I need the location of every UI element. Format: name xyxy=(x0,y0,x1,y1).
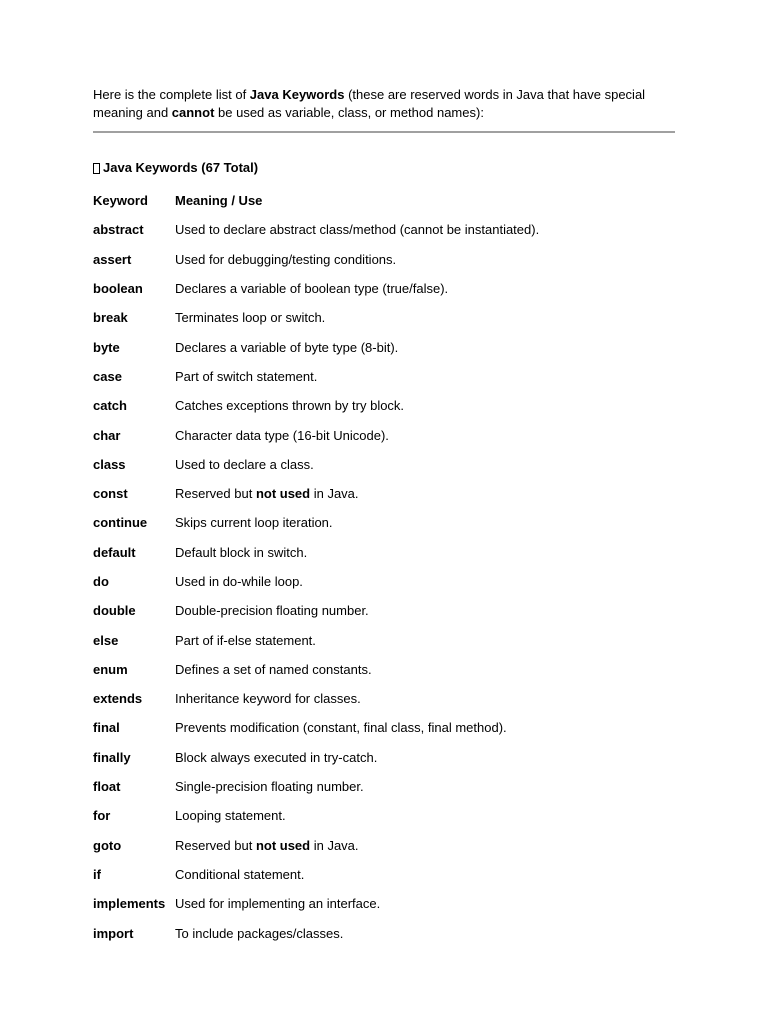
meaning-cell: Double-precision floating number. xyxy=(175,603,369,619)
table-row xyxy=(93,801,539,830)
keyword-cell: else xyxy=(93,632,119,648)
table-row xyxy=(93,860,539,889)
keyword-cell: double xyxy=(93,603,136,619)
section-title: Java Keywords (67 Total) xyxy=(103,160,259,175)
table-row xyxy=(93,772,539,801)
table-row xyxy=(93,362,539,391)
table-row xyxy=(93,215,539,244)
keyword-cell: boolean xyxy=(93,281,143,297)
meaning-cell: Part of if-else statement. xyxy=(175,632,316,648)
meaning-cell: Used in do-while loop. xyxy=(175,574,303,589)
keyword-cell: float xyxy=(93,779,121,795)
meaning-cell: Declares a variable of byte type (8-bit). xyxy=(175,339,399,355)
meaning-cell: Looping statement. xyxy=(175,808,286,824)
meaning-cell: Skips current loop iteration. xyxy=(175,515,333,531)
table-row xyxy=(93,332,539,361)
meaning-text-post: in Java. xyxy=(310,486,359,502)
table-row xyxy=(93,567,539,596)
keyword-cell: assert xyxy=(93,251,132,267)
meaning-cell: Part of switch statement. xyxy=(175,368,318,384)
table-row xyxy=(93,274,539,303)
header-meaning: Meaning / Use xyxy=(175,193,263,209)
table-row xyxy=(93,918,539,947)
keyword-cell: break xyxy=(93,310,128,326)
keyword-cell: class xyxy=(93,456,126,472)
keyword-cell: goto xyxy=(93,837,122,853)
keyword-cell: import xyxy=(93,925,134,941)
table-header-row xyxy=(93,186,539,215)
keyword-cell: if xyxy=(93,866,101,882)
intro-text-3: be used as variable, class, or method names): xyxy=(214,105,484,120)
horizontal-divider xyxy=(93,131,675,133)
keyword-cell: enum xyxy=(93,661,128,677)
table-row xyxy=(93,596,539,625)
meaning-cell: Default block in switch. xyxy=(175,544,308,560)
meaning-cell: Single-precision floating number. xyxy=(175,779,364,795)
keyword-cell: catch xyxy=(93,398,127,414)
table-row xyxy=(93,479,539,508)
table-row xyxy=(93,889,539,918)
keyword-cell: implements xyxy=(93,896,166,912)
meaning-cell: Used to declare abstract class/method (cannot be instantiated). xyxy=(175,222,540,238)
table-body xyxy=(93,215,539,947)
table-row xyxy=(93,831,539,860)
meaning-cell: Character data type (16-bit Unicode). xyxy=(175,427,389,443)
meaning-cell xyxy=(175,479,539,508)
intro-text-2: (these are reserved words in Java that have special meaning and xyxy=(93,87,646,120)
keyword-cell: do xyxy=(93,574,109,589)
box-icon xyxy=(93,163,100,174)
keyword-cell: final xyxy=(93,720,120,736)
keyword-cell: for xyxy=(93,808,111,824)
meaning-text-bold: not used xyxy=(255,486,311,502)
table-row xyxy=(93,655,539,684)
table-row xyxy=(93,303,539,332)
intro-paragraph xyxy=(93,86,675,122)
meaning-text-pre: Reserved but xyxy=(175,837,256,853)
meaning-cell: To include packages/classes. xyxy=(175,925,344,941)
keyword-cell: extends xyxy=(93,691,143,707)
meaning-cell: Used for debugging/testing conditions. xyxy=(175,251,397,267)
keyword-cell: finally xyxy=(93,749,131,765)
keywords-table xyxy=(93,186,539,948)
meaning-cell: Terminates loop or switch. xyxy=(175,310,326,326)
keyword-cell: continue xyxy=(93,515,148,531)
table-row xyxy=(93,245,539,274)
meaning-text-bold: not used xyxy=(255,837,311,853)
table-row xyxy=(93,391,539,420)
keyword-cell: case xyxy=(93,368,122,384)
section-heading xyxy=(93,158,675,178)
table-row xyxy=(93,713,539,742)
meaning-cell: Prevents modification (constant, final class, final method). xyxy=(175,720,507,736)
table-row xyxy=(93,450,539,479)
meaning-cell: Catches exceptions thrown by try block. xyxy=(175,398,405,414)
header-keyword: Keyword xyxy=(93,193,148,209)
keyword-cell: char xyxy=(93,427,121,443)
keyword-cell: abstract xyxy=(93,222,144,238)
meaning-cell: Block always executed in try-catch. xyxy=(175,749,378,765)
table-row xyxy=(93,508,539,537)
keyword-cell: byte xyxy=(93,339,120,355)
table-row xyxy=(93,538,539,567)
meaning-text-pre: Reserved but xyxy=(175,486,256,502)
table-row xyxy=(93,625,539,654)
table-row xyxy=(93,684,539,713)
intro-bold-java-keywords: Java Keywords xyxy=(249,87,345,102)
table-row xyxy=(93,420,539,449)
meaning-cell: Used for implementing an interface. xyxy=(175,896,381,912)
keyword-cell: default xyxy=(93,544,136,560)
document-page xyxy=(93,86,675,948)
meaning-cell: Inheritance keyword for classes. xyxy=(175,691,361,707)
meaning-cell: Declares a variable of boolean type (true/false). xyxy=(175,281,449,297)
keyword-cell: const xyxy=(93,486,128,502)
meaning-cell: Defines a set of named constants. xyxy=(175,661,372,677)
intro-bold-cannot: cannot xyxy=(171,105,215,120)
meaning-text-post: in Java. xyxy=(310,837,359,853)
meaning-cell xyxy=(175,831,539,860)
table-row xyxy=(93,743,539,772)
intro-text-1: Here is the complete list of xyxy=(93,87,250,102)
meaning-cell: Conditional statement. xyxy=(175,866,305,882)
meaning-cell: Used to declare a class. xyxy=(175,456,314,472)
